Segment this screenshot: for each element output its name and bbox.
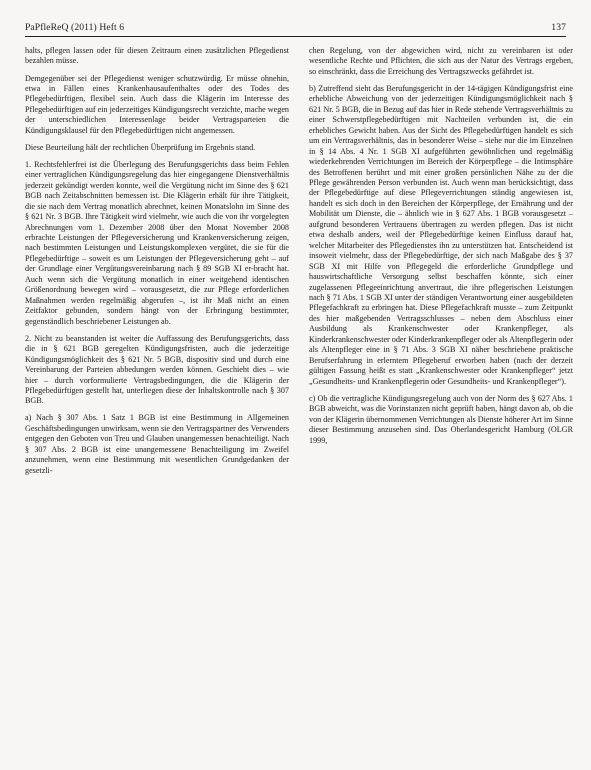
paragraph: Demgegenüber sei der Pflegedienst weniger schutzwürdig. Er müsse ohnehin, etwa in Fällen eines Krankenhausaufenthaltes oder des Todes des Pflegebedürftigen, flexibel sein. Auch dass die Klägerin im Interesse des Pflegebedürftigen auf ein jederzeitiges Kündigungsrecht verzichte, mache wegen der unterschiedlichen Interessenlage beider Vertragsparteien die Kündigungsklausel für den Pflegebedürftigen nicht angemessen. (25, 73, 289, 135)
paragraph: a) Nach § 307 Abs. 1 Satz 1 BGB ist eine Bestimmung in Allgemeinen Geschäftsbedingungen unwirksam, wenn sie den Vertragspartner des Verwenders entgegen den Geboten von Treu und Glauben unangemessen benachteiligt. Nach § 307 Abs. 2 BGB ist eine unangemessene Benachteiligung im Zweifel anzunehmen, wenn eine Bestimmung mit wesentlichen Grundgedanken der gesetzli- (25, 413, 289, 475)
paragraph: c) Ob die vertragliche Kündigungsregelung auch von der Norm des § 627 Abs. 1 BGB abweicht, was die Vorinstanzen nicht geprüft haben, hängt davon ab, ob die von der Klägerin übernommenen Verrichtungen als Dienste höherer Art im Sinne dieser Bestimmung anzusehen sind. Das Oberlandesgericht Hamburg (OLGR 1999, (309, 393, 573, 445)
right-column (309, 46, 573, 453)
paragraph: halts, pflegen lassen oder für diesen Zeitraum einen zusätzlichen Pflegedienst bezahlen müsse. (25, 46, 289, 66)
left-column (25, 46, 289, 483)
paragraph: 2. Nicht zu beanstanden ist weiter die Auffassung des Berufungsgerichts, dass die in § 621 BGB geregelten Kündigungsfristen, auch die jederzeitige Kündigungsmöglichkeit des § 621 Nr. 5 BGB, dispositiv sind und durch eine Vereinbarung der Parteien abbedungen werden können. Geschieht dies – wie hier – durch vorformulierte Vertragsbedingungen, die die Klägerin der Pflegebedürftigen gestellt hat, unterliegen diese der Inhaltskontrolle nach § 307 BGB. (25, 333, 289, 406)
journal-title: PaPfleReQ (2011) Heft 6 (25, 22, 125, 33)
paragraph: 1. Rechtsfehlerfrei ist die Überlegung des Berufungsgerichts dass beim Fehlen einer vertraglichen Kündigungsregelung das hier eingegangene Dienstverhältnis jederzeit gekündigt werden konnte, weil die Vergütung nicht im Sinne des § 621 BGB nach Zeitabschnitten bemessen ist. Die Klägerin erhält für ihre Tätigkeit, die sie nach dem Vertrag monatlich abrechnet, keinen Monatslohn im Sinne des § 621 Nr. 3 BGB. Ihre Tätigkeit wird vielmehr, wie auch die von ihr vorgelegten Abrechnungen vom 1. Dezember 2008 über den Monat November 2008 erbrachte Leistungen der Pflegeversicherung und Krankenversicherung zeigen, nach bestimmten Leistungen und Leistungskomplexen vergütet, die sie für die Pflegebedürftige – soweit es um Leistungen der Pflegeversicherung geht – auf der Grundlage einer Vergütungsvereinbarung nach § 89 SGB XI er-bracht hat. Auch wenn sich die Vergütung monatlich in einer weitgehend identischen Größenordnung bewegen wird – vorausgesetzt, die zur Pflege erforderlichen Maßnahmen werden regelmäßig abgerufen –, ist ihr Maß nicht an einen Zeitfaktor gebunden, sondern hängt von der Erbringung bestimmter, gegenständlich beschriebener Leistungen ab. (25, 159, 289, 326)
paragraph: Diese Beurteilung hält der rechtlichen Überprüfung im Ergebnis stand. (25, 142, 256, 152)
paragraph: chen Regelung, von der abgewichen wird, nicht zu vereinbaren ist oder wesentliche Rechte und Pflichten, die sich aus der Natur des Vertrags ergeben, so einschränkt, dass die Erreichung des Vertragszwecks gefährdet ist. (309, 46, 573, 76)
page-number: 137 (551, 22, 566, 33)
paragraph: b) Zutreffend sieht das Berufungsgericht in der 14-tägigen Kündigungsfrist eine erhebliche Abweichung von der jederzeitigen Kündigungsmöglichkeit nach § 621 Nr. 5 BGB, die in Bezug auf das hier in Rede stehende Vertragsverhältnis zu einer Schwerstpflegebedürftigen mit Nachteilen verbunden ist, die ein erhebliches Gewicht haben. Aus der Sicht des Pflegebedürftigen handelt es sich um ein Vertragsverhältnis, das in besonderer Weise – siehe nur die im Einzelnen in § 14 Abs. 4 Nr. 1 SGB XI aufgeführten gewöhnlichen und regelmäßig wiederkehrenden Verrichtungen im Bereich der Körperpflege – die Intimsphäre des Betroffenen berührt und mit einer großen persönlichen Nähe zu der die Pflege gewährenden Person verbunden ist. Auch wenn man berücksichtigt, dass der Pflegebedürftige auf diese Pflegeverrichtungen ständig angewiesen ist, handelt es sich doch in den Bereichen der Körperpflege, der Ernährung und der Mobilität um Dienste, die – ähnlich wie in § 627 Abs. 1 BGB vorausgesetzt – aufgrund besonderen Vertrauens übertragen zu werden pflegen. Das ist nicht etwa deshalb anders, weil der Pflegebedürftige keinen Einfluss darauf hat, welcher Mitarbeiter des Pflegedienstes ihn zu unterstützen hat. Entscheidend ist insoweit vielmehr, dass der Pflegebedürftige, der sich nach Maßgabe des § 37 SGB XI mit Hilfe von Pflegegeld die erforderliche Grundpflege und hauswirtschaftliche Versorgung selbst beschaffen könnte, sich einer zugelassenen Pflegeeinrichtung anvertraut, die ihre pflegerischen Leistungen nach § 71 Abs. 1 SGB XI unter der ständigen Verantwortung einer ausgebildeten Pflegefachkraft zu erbringen hat. Diese Pflegefachkraft musste – zum Zeitpunkt des hier maßgebenden Vertragsschlusses – neben dem Abschluss einer Ausbildung als Krankenschwester oder Krankenpfleger, als Kinderkrankenschwester oder Kinderkrankenpfleger oder als Altenpflegerin oder als Altenpfleger eine in § 71 Abs. 3 SGB XI näher beschriebene praktische Berufserfahrung in erlerntem Pflegeberuf erworben haben (nach der derzeit gültigen Fassung heißt es statt „Krankenschwester oder Krankenpfleger“ jetzt „Gesundheits- und Krankenpflegerin oder Gesundheits- und Krankenpfleger“). (309, 83, 573, 386)
page-header (25, 22, 566, 37)
